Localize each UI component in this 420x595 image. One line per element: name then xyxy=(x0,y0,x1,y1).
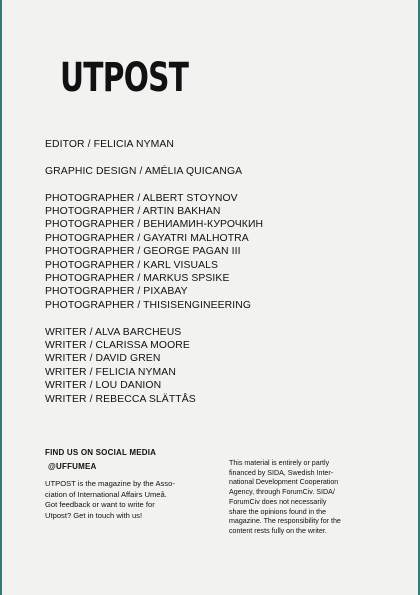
writer-credit: WRITER / ALVA BARCHEUS xyxy=(45,326,182,338)
photographer-credit: PHOTOGRAPHER / ARTIN BAKHAN xyxy=(45,206,221,217)
disclaimer-line: national Development Cooperation xyxy=(229,478,339,487)
disclaimer-line: This material is entirely or partly xyxy=(229,459,330,467)
photographer-credit: PHOTOGRAPHER / GAYATRI MALHOTRA xyxy=(45,232,249,244)
social-media-heading: FIND US ON SOCIAL MEDIA xyxy=(45,448,157,457)
photographer-credit: PHOTOGRAPHER / MARKUS SPSIKE xyxy=(45,273,230,285)
editor-credit: EDITOR / FELICIA NYMAN xyxy=(45,139,175,150)
writer-credit: WRITER / REBECCA SLÄTTÅS xyxy=(45,393,196,405)
about-line: ciation of International Affairs Umeå. xyxy=(45,489,167,499)
disclaimer-line: content rests fully on the writer. xyxy=(229,526,327,535)
disclaimer-line: financed by SIDA, Swedish Inter- xyxy=(229,468,334,477)
writer-credit: WRITER / CLARISSA MOORE xyxy=(45,340,190,352)
about-line: Utpost? Get in touch with us! xyxy=(45,510,143,520)
photographer-credit: PHOTOGRAPHER / GEORGE PAGAN III xyxy=(45,246,241,258)
disclaimer-line: magazine. The responsibility for the xyxy=(229,517,341,526)
funding-disclaimer xyxy=(229,459,389,537)
about-line: Got feedback or want to write for xyxy=(45,500,155,510)
photographer-credit: PHOTOGRAPHER / KARL VISUALS xyxy=(45,259,219,271)
design-credit: GRAPHIC DESIGN / AMÉLIA QUICANGA xyxy=(45,165,243,177)
page-edge-left xyxy=(0,0,2,595)
about-text xyxy=(45,479,205,521)
about-line: UTPOST is the magazine by the Asso- xyxy=(45,479,175,488)
disclaimer-line: Agency, through ForumCiv. SIDA/ xyxy=(229,488,335,497)
photographer-credit: PHOTOGRAPHER / THISISENGINEERING xyxy=(45,299,252,311)
disclaimer-line: share the opinions found in the xyxy=(229,507,327,516)
credits-list xyxy=(45,138,385,406)
photographer-credit: PHOTOGRAPHER / ALBERT STOYNOV xyxy=(45,192,238,204)
photographer-credit: PHOTOGRAPHER / ВЕНИАМИН-КУРОЧКИН xyxy=(45,219,264,231)
social-media-handle[interactable]: @UFFUMEA xyxy=(48,462,97,471)
magazine-logo: UTPOST xyxy=(60,55,189,101)
writer-credit: WRITER / FELICIA NYMAN xyxy=(45,366,176,378)
writer-credit: WRITER / LOU DANION xyxy=(45,380,162,392)
photographer-credit: PHOTOGRAPHER / PIXABAY xyxy=(45,286,188,298)
disclaimer-line: ForumCiv does not necessarily xyxy=(229,497,327,506)
writer-credit: WRITER / DAVID GREN xyxy=(45,353,161,365)
